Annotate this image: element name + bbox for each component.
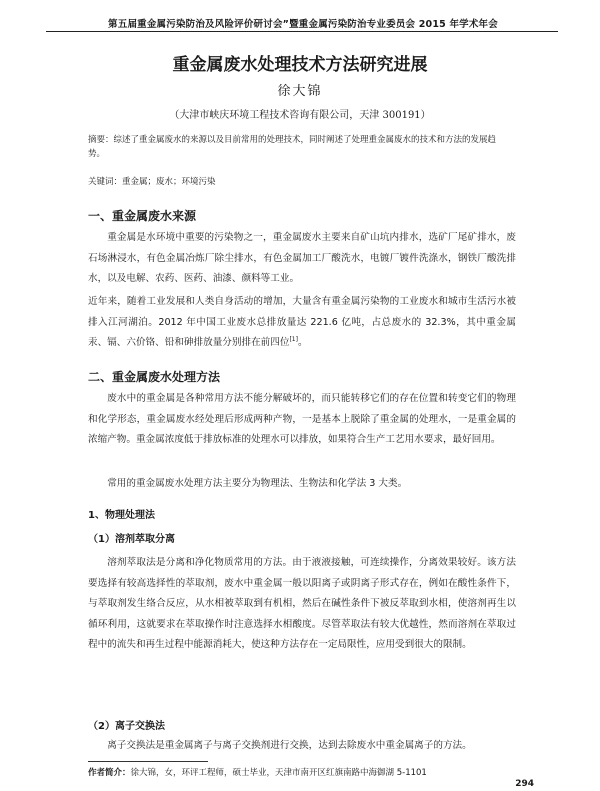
affiliation: （大津市峡庆环境工程技术咨询有限公司，天津 300191） [169, 110, 431, 121]
author-footnote [88, 766, 427, 778]
footnote-text: 徐大锦，女，环评工程师，硕士毕业，天津市南开区红旗南路中海御湖 5-1101 [130, 768, 427, 778]
running-header: 第五届重金属污染防治及风险评价研讨会”暨重金属污染防治专业委员会 2015 年学术年会 [108, 19, 498, 30]
footnote-label: 作者简介： [88, 768, 131, 778]
item2-text: 离子交换法是重金属离子与离子交换剂进行交换，达到去除废水中重金属离子的方法。 [107, 740, 472, 751]
section2-para1: 废水中的重金属是各种常用方法不能分解破坏的，而只能转移它们的存在位置和转变它们的物理和化学形态，重金属废水经处理后形成两种产物，一是基本上脱除了重金属的处理水，一是重金属的浓缩产物。重金属浓度低于排放标准的处理水可以排放，如果符合生产工艺用水要求，最好回用。 [88, 393, 516, 445]
header-rule [46, 31, 558, 32]
section2-para2: 常用的重金属废水处理方法主要分为物理法、生物法和化学法 3 大类。 [107, 478, 408, 489]
section2-heading: 二、重金属废水处理方法 [88, 370, 221, 384]
section1-para2-end: 。 [297, 337, 308, 348]
item1-text: 溶剂萃取法是分离和净化物质常用的方法。由于液液接触，可连续操作，分离效果较好。该方法要选择有较高选择性的萃取剂，废水中重金属一般以阳离子或阴离子形式存在，例如在酸性条件下，与萃取剂发生络合反应，从水相被萃取到有机相，然后在碱性条件下被反萃取到水相，使溶剂再生以循环利用，这就要求在萃取操作时注意选择水相酸度。尽管萃取法有较大优越性，然而溶剂在萃取过程中的流失和再生过程中能源消耗大，使这种方法存在一定局限性，应用受到很大的限制。 [88, 557, 516, 650]
paper-title: 重金属废水处理技术方法研究进展 [172, 55, 428, 75]
section1-para2-text: 近年来，随着工业发展和人类自身活动的增加，大量含有重金属污染物的工业废水和城市生活污水被排入江河湖泊。2012 年中国工业废水总排放量达 221.6 亿吨，占总废水的 32.3%，其中重金属汞、镉、六价铬、铅和砷排放量分别排在前四位 [88, 296, 516, 348]
section1-heading: 一、重金属废水来源 [88, 209, 197, 223]
page-number: 294 [515, 779, 534, 789]
item1-heading: （1）溶剂萃取分离 [88, 534, 175, 545]
section1-para2 [88, 292, 516, 354]
abstract: 摘要：综述了重金属废水的来源以及目前常用的处理技术，同时阐述了处理重金属废水的技术和方法的发展趋势。 [88, 135, 497, 159]
author-name: 徐大锦 [277, 84, 323, 99]
section1-para1: 重金属是水环境中重要的污染物之一，重金属废水主要来自矿山坑内排水，选矿厂尾矿排水，废石场淋浸水，有色金属冶炼厂除尘排水，有色金属加工厂酸洗水，电镀厂镀件洗涤水，钢铁厂酸洗排水，以及电解、农药、医药、油漆、颜料等工业。 [88, 232, 516, 284]
subsection1-heading: 1、物理处理法 [88, 510, 155, 521]
keywords: 关键词：重金属；废水；环境污染 [88, 177, 216, 187]
item2-heading: （2）离子交换法 [88, 721, 165, 732]
footnote-rule [88, 761, 208, 762]
citation-ref[interactable]: [1] [289, 335, 298, 343]
